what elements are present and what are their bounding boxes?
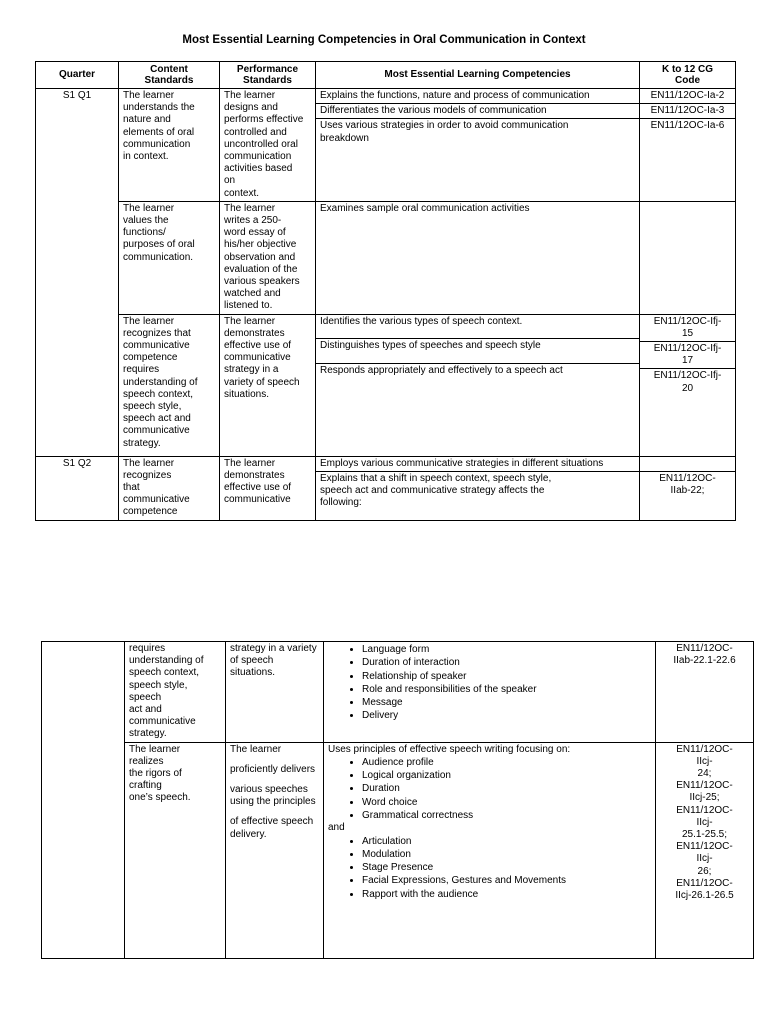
- code-item: EN11/12OC-Ia-3: [640, 103, 735, 118]
- list-item: • Articulation: [362, 835, 651, 848]
- competency-cell: [324, 742, 656, 958]
- page-title: Most Essential Learning Competencies in Oral Communication in Context: [182, 34, 586, 46]
- list-item: • Stage Presence: [362, 861, 651, 874]
- competency-intro: Uses principles of effective speech writing focusing on:: [328, 743, 571, 755]
- list-item: • Grammatical correctness: [362, 809, 651, 822]
- performance-line: of effective speech delivery.: [230, 816, 314, 840]
- table-row: [42, 742, 754, 958]
- bullet-list: [328, 835, 651, 901]
- code-item: EN11/12OC-Ia-2: [650, 90, 725, 101]
- code-cell: EN11/12OC- IIcj- 24; EN11/12OC- IIcj-25; EN11/12OC- IIcj- 25.1-25.5; EN11/12OC- IIcj- 26; EN11/12OC- IIcj-26.1-26.5: [656, 742, 754, 958]
- performance-standard-cell: strategy in a variety of speech situations.: [226, 642, 324, 743]
- performance-line: various speeches using the principles: [230, 784, 316, 808]
- competencies-table-continued: [41, 641, 754, 959]
- performance-standard-cell: The learner writes a 250- word essay of his/her objective observation and evaluation of the various speakers watched and listened to.: [220, 201, 316, 314]
- performance-standard-cell: The learner demonstrates effective use of communicative strategy in a variety of speech situations.: [220, 314, 316, 456]
- code-item: EN11/12OC-Ia-6: [640, 118, 735, 133]
- bullet-list: [328, 756, 651, 822]
- table-row: [42, 642, 754, 743]
- code-cell: [640, 89, 736, 202]
- list-item: • Language form: [362, 643, 651, 656]
- list-item: • Audience profile: [362, 756, 651, 769]
- table-header-row: [36, 62, 736, 89]
- header-competencies: Most Essential Learning Competencies: [316, 62, 640, 89]
- competency-cell: [316, 314, 640, 456]
- competency-item: Explains the functions, nature and process of communication: [320, 90, 590, 101]
- list-item: • Duration: [362, 782, 651, 795]
- bullet-list: [328, 643, 651, 723]
- list-item: • Role and responsibilities of the speaker: [362, 683, 651, 696]
- competency-item: Explains that a shift in speech context, speech style, speech act and communicative strategy affects the following:: [316, 471, 639, 511]
- code-cell: [640, 314, 736, 456]
- competency-cell: [316, 89, 640, 202]
- table-row: [36, 314, 736, 456]
- content-standard-cell: The learner understands the nature and elements of oral communication in context.: [119, 89, 220, 202]
- content-standard-cell: The learner values the functions/ purposes of oral communication.: [119, 201, 220, 314]
- competency-cell: Examines sample oral communication activities: [316, 201, 640, 314]
- list-item: • Relationship of speaker: [362, 670, 651, 683]
- competencies-table: [35, 61, 736, 521]
- table-row: [36, 456, 736, 520]
- content-standard-cell: The learner recognizes that communicative competence requires understanding of speech context, speech style, speech act and communicative strategy.: [119, 314, 220, 456]
- code-cell: [640, 201, 736, 314]
- header-code: K to 12 CG Code: [640, 62, 736, 89]
- competency-item: Differentiates the various models of communication: [316, 103, 639, 118]
- list-item: • Rapport with the audience: [362, 888, 651, 901]
- quarter-cell: S1 Q1: [36, 89, 119, 457]
- conjunction-text: and: [328, 822, 345, 834]
- performance-line: The learner: [230, 743, 282, 755]
- quarter-cell: S1 Q2: [36, 456, 119, 520]
- table-row: [36, 89, 736, 202]
- list-item: • Duration of interaction: [362, 656, 651, 669]
- table-row: [36, 201, 736, 314]
- code-cell: [640, 456, 736, 520]
- quarter-cell: [42, 642, 125, 959]
- performance-standard-cell: The learner demonstrates effective use of communicative: [220, 456, 316, 520]
- performance-standard-cell: [226, 742, 324, 958]
- code-item: EN11/12OC- IIab-22;: [640, 471, 735, 498]
- competency-item: Identifies the various types of speech context.: [320, 315, 523, 327]
- competency-item: Distinguishes types of speeches and speech style: [316, 338, 639, 363]
- performance-line: proficiently delivers: [230, 763, 316, 775]
- header-performance-standards: Performance Standards: [220, 62, 316, 89]
- competency-cell: [316, 456, 640, 520]
- code-item: EN11/12OC-Ifj- 17: [640, 341, 735, 368]
- competency-item: Uses various strategies in order to avoid communication breakdown: [316, 118, 639, 145]
- content-standard-cell: The learner recognizes that communicative competence: [119, 456, 220, 520]
- code-item: EN11/12OC-Ifj- 20: [640, 368, 735, 395]
- performance-standard-cell: The learner designs and performs effective controlled and uncontrolled oral communication activities based on context.: [220, 89, 316, 202]
- content-standard-cell: The learner realizes the rigors of crafting one’s speech.: [125, 742, 226, 958]
- list-item: • Modulation: [362, 848, 651, 861]
- header-quarter: Quarter: [36, 62, 119, 89]
- content-standard-cell: requires understanding of speech context, speech style, speech act and communicative strategy.: [125, 642, 226, 743]
- competency-item: Responds appropriately and effectively to a speech act: [316, 363, 639, 378]
- competency-item: Employs various communicative strategies in different situations: [320, 457, 604, 469]
- list-item: • Logical organization: [362, 769, 651, 782]
- header-content-standards: Content Standards: [119, 62, 220, 89]
- list-item: • Word choice: [362, 796, 651, 809]
- code-cell: EN11/12OC- IIab-22.1-22.6: [656, 642, 754, 743]
- list-item: • Facial Expressions, Gestures and Movements: [362, 874, 651, 887]
- code-item: EN11/12OC-Ifj- 15: [653, 315, 722, 339]
- list-item: • Delivery: [362, 709, 651, 722]
- list-item: • Message: [362, 696, 651, 709]
- competency-cell: [324, 642, 656, 743]
